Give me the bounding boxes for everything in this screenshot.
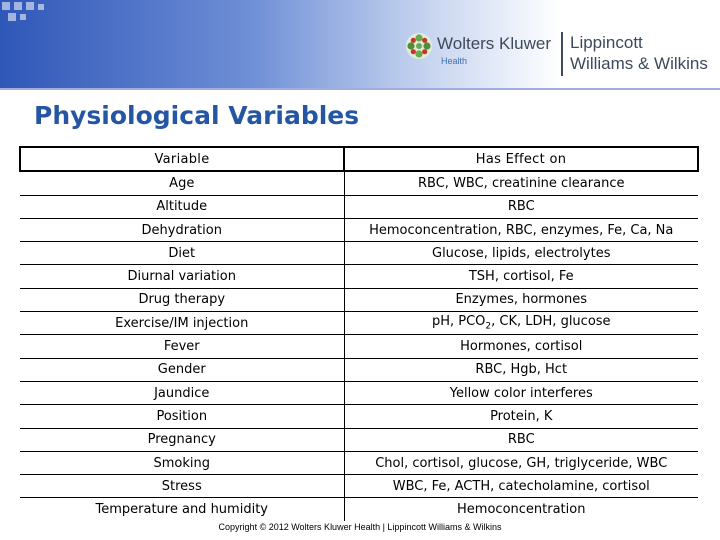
effect-cell: RBC, Hgb, Hct (344, 358, 698, 381)
effect-cell: WBC, Fe, ACTH, catecholamine, cortisol (344, 475, 698, 498)
effect-cell: RBC (344, 195, 698, 218)
column-header-variable: Variable (20, 147, 344, 171)
wolters-kluwer-logo-icon (405, 32, 433, 60)
wolters-kluwer-wordmark: Wolters Kluwer (437, 34, 551, 53)
variable-cell: Drug therapy (20, 288, 344, 311)
variable-cell: Jaundice (20, 381, 344, 404)
decorative-squares (0, 0, 90, 40)
williams-wilkins-wordmark: Williams & Wilkins (570, 54, 708, 73)
variable-cell: Pregnancy (20, 428, 344, 451)
effect-cell: pH, $PCO_2$, CK, LDH, glucose (344, 312, 698, 335)
effect-cell: Enzymes, hormones (344, 288, 698, 311)
variable-cell: Dehydration (20, 218, 344, 241)
effect-cell: TSH, cortisol, Fe (344, 265, 698, 288)
table-row (20, 335, 698, 358)
variable-cell: Fever (20, 335, 344, 358)
health-label: Health (441, 56, 468, 66)
variable-cell: Temperature and humidity (20, 498, 344, 521)
variable-cell: Altitude (20, 195, 344, 218)
variable-cell: Smoking (20, 451, 344, 474)
table-row (20, 475, 698, 498)
table-header-row (20, 147, 698, 171)
table-row (20, 381, 698, 404)
column-header-effect: Has Effect on (344, 147, 698, 171)
table-row (20, 242, 698, 265)
table-row (20, 312, 698, 335)
table-row (20, 265, 698, 288)
logo-divider (561, 32, 563, 76)
table-row (20, 451, 698, 474)
effect-cell: RBC, WBC, creatinine clearance (344, 171, 698, 195)
header-rule (0, 88, 720, 90)
lippincott-wordmark: Lippincott (570, 33, 643, 52)
effect-cell: Protein, K (344, 405, 698, 428)
table-row (20, 358, 698, 381)
publisher-logo (405, 30, 717, 78)
variable-cell: Diet (20, 242, 344, 265)
table-row (20, 195, 698, 218)
effect-cell: Glucose, lipids, electrolytes (344, 242, 698, 265)
variables-table (19, 146, 699, 521)
variable-cell: Position (20, 405, 344, 428)
effect-cell: Hemoconcentration (344, 498, 698, 521)
copyright-footer: Copyright © 2012 Wolters Kluwer Health | Lippincott Williams & Wilkins (218, 522, 502, 532)
variable-cell: Stress (20, 475, 344, 498)
effect-cell: Hemoconcentration, RBC, enzymes, Fe, Ca, Na (344, 218, 698, 241)
effect-cell: Hormones, cortisol (344, 335, 698, 358)
variable-cell: Diurnal variation (20, 265, 344, 288)
variable-cell: Age (20, 171, 344, 195)
table-row (20, 171, 698, 195)
table-row (20, 498, 698, 521)
table-row (20, 288, 698, 311)
effect-cell: Yellow color interferes (344, 381, 698, 404)
page-title: Physiological Variables (34, 101, 360, 130)
table-row (20, 428, 698, 451)
table-row (20, 405, 698, 428)
effect-cell: Chol, cortisol, glucose, GH, triglyceride, WBC (344, 451, 698, 474)
effect-cell: RBC (344, 428, 698, 451)
variable-cell: Gender (20, 358, 344, 381)
variable-cell: Exercise/IM injection (20, 312, 344, 335)
table-row (20, 218, 698, 241)
